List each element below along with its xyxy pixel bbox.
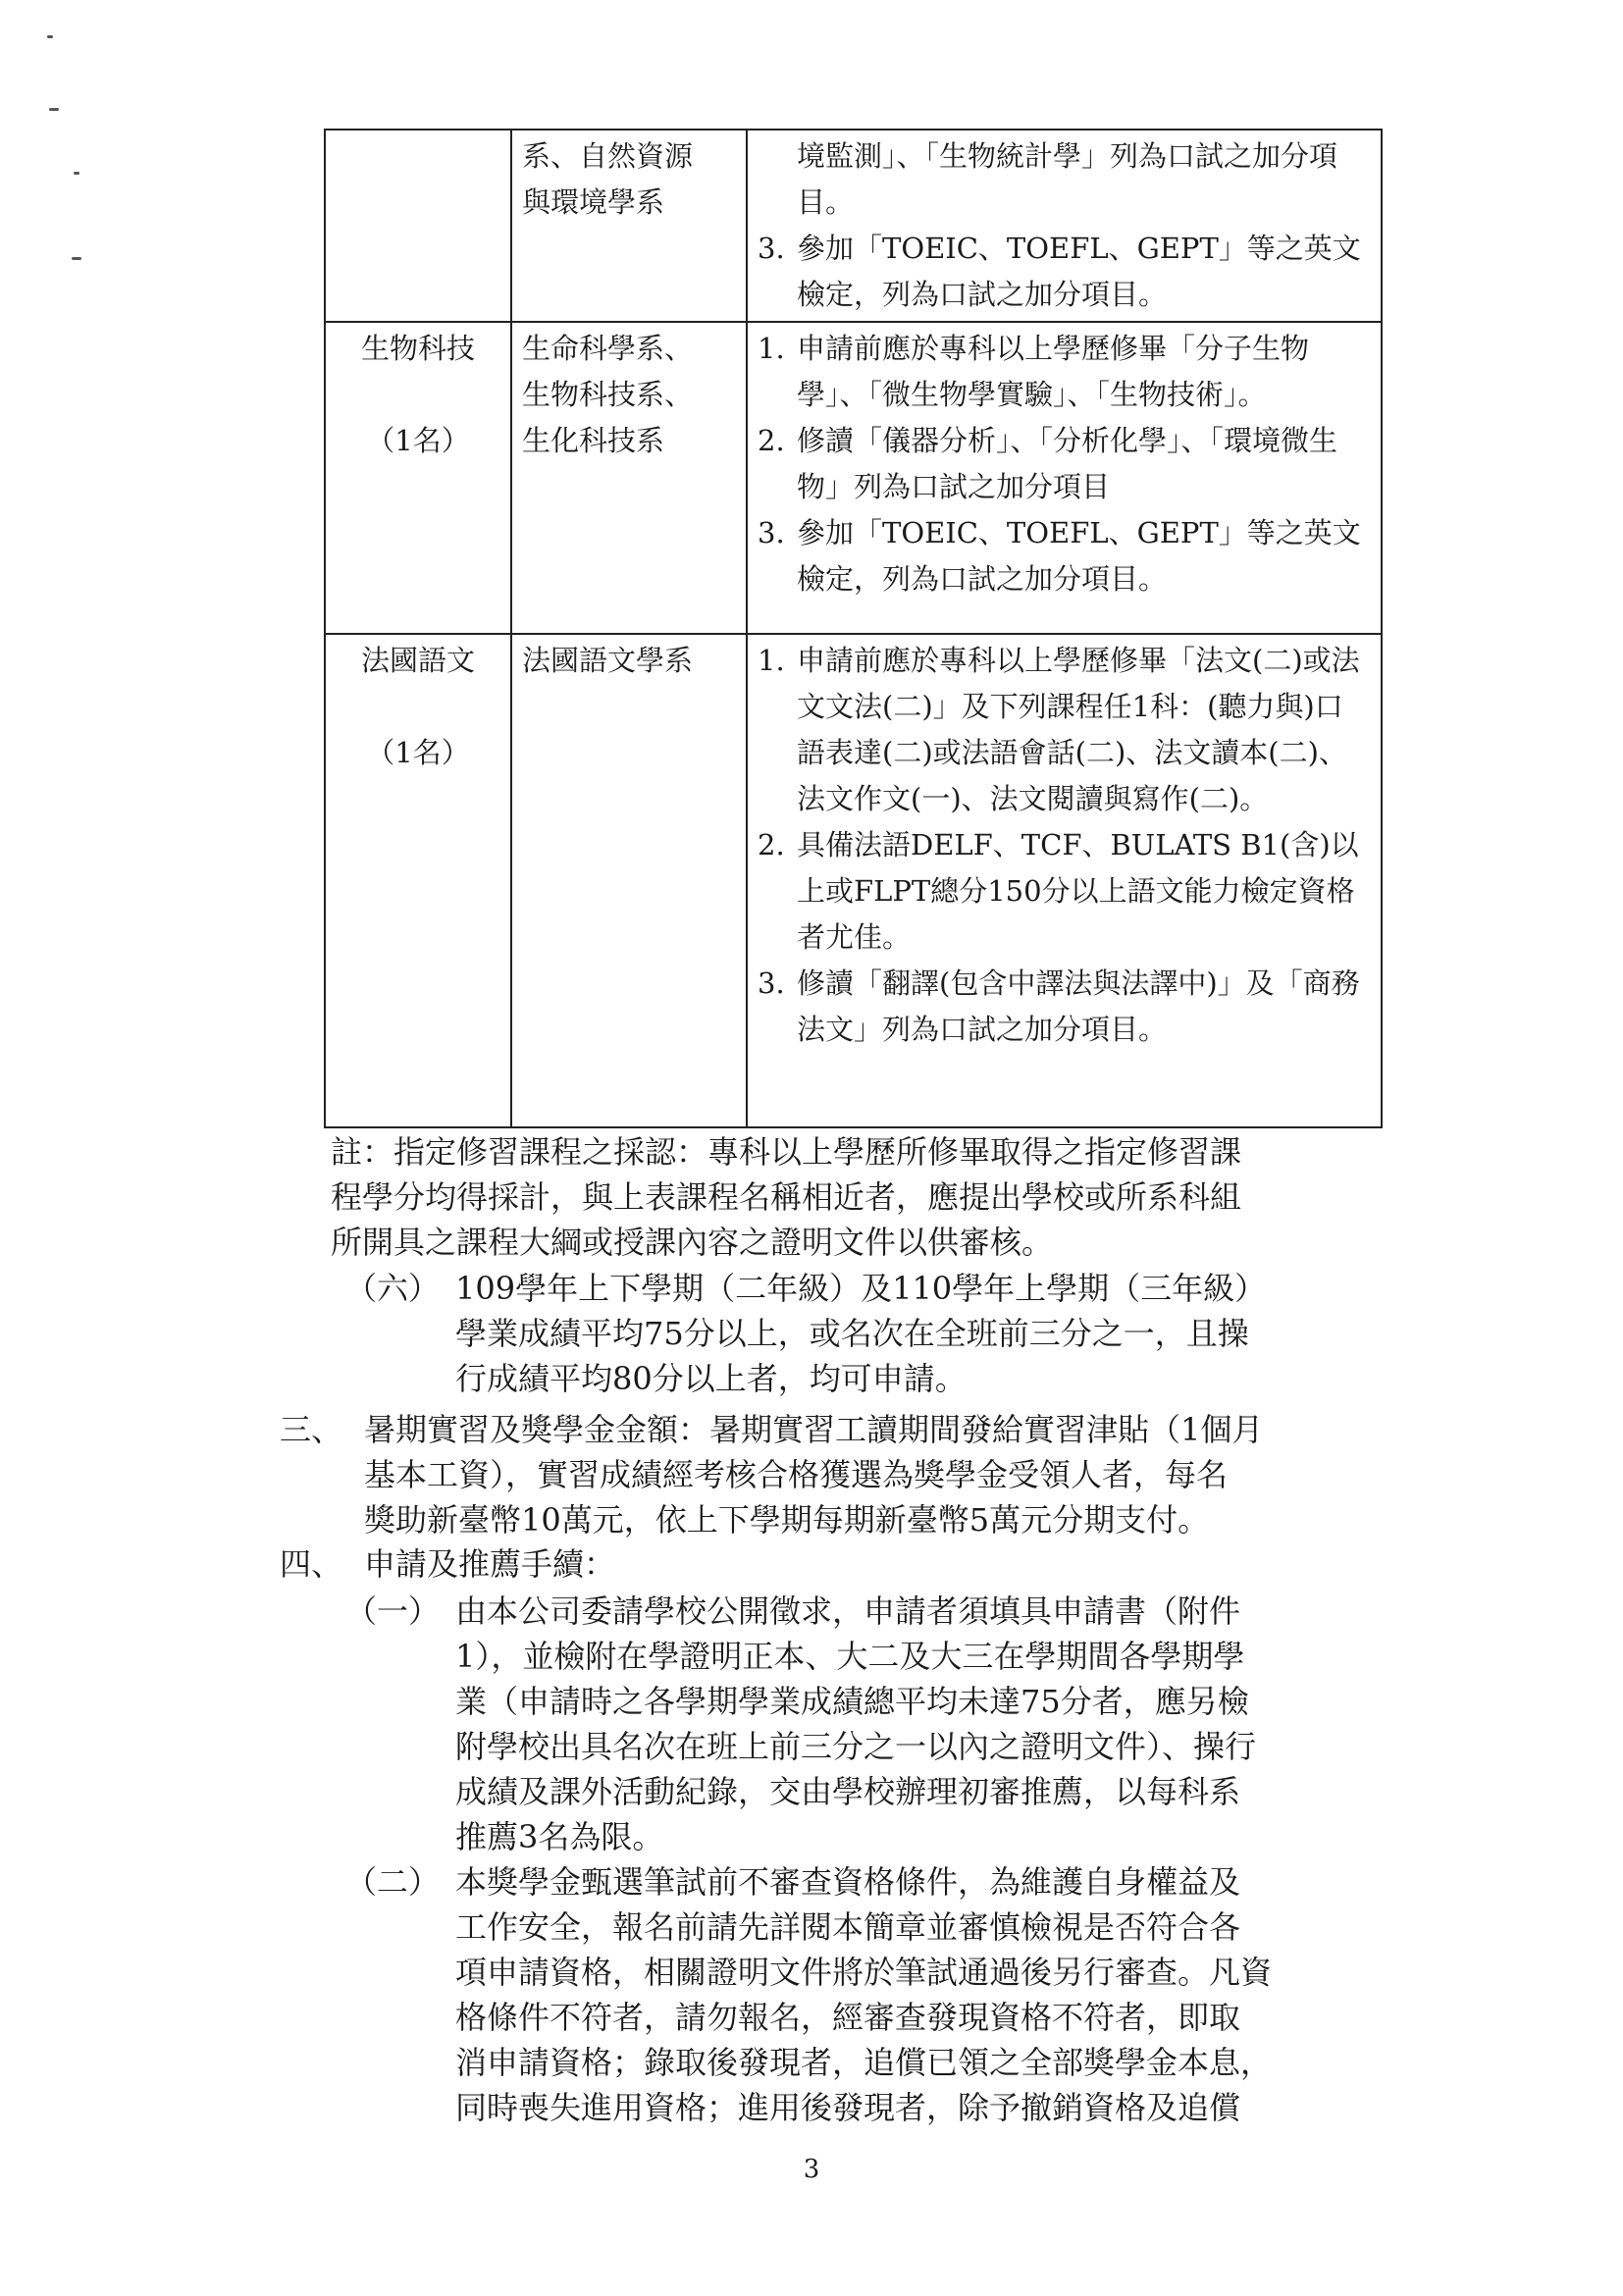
note-line: 程學分均得採計，與上表課程名稱相近者，應提出學校或所系科組 (331, 1178, 1242, 1216)
note-line: 所開具之課程大綱或授課內容之證明文件以供審核。 (331, 1224, 1054, 1261)
clause-line: 工作安全，報名前請先詳閱本簡章並審慎檢視是否符合各 (455, 1908, 1241, 1946)
clause-line: 格條件不符者，請勿報名，經審查發現資格不符者，即取 (455, 1999, 1241, 2036)
clause-label: （一） (345, 1592, 441, 1630)
department-line: 生物科技系、 (522, 378, 694, 411)
department-line: 與環境學系 (522, 185, 665, 219)
field-quota: （1名） (366, 736, 470, 769)
department-cell (511, 634, 747, 1127)
table-row (325, 322, 1382, 634)
clause-label: （二） (345, 1863, 441, 1901)
requirements-table (324, 129, 1383, 1128)
list-item: 3. 參加「TOEIC、TOEFL、GEPT」等之英文檢定，列為口試之加分項目。 (758, 516, 1361, 596)
scan-speck (74, 172, 79, 175)
clause-line: 行成績平均80分以上者，均可申請。 (455, 1360, 967, 1397)
clause-line: 成績及課外活動紀錄，交由學校辦理初審推薦，以每科系 (455, 1773, 1241, 1810)
clause-line: 業（申請時之各學期學業成績總平均未達75分者，應另檢 (455, 1683, 1249, 1720)
clause-line: 本獎學金甄選筆試前不審查資格條件，為維護自身權益及 (455, 1863, 1241, 1901)
list-item: 2. 修讀「儀器分析」、「分析化學」、「環境微生物」列為口試之加分項目 (758, 424, 1338, 503)
clause-line: 附學校出具名次在班上前三分之一以內之證明文件）、操行 (455, 1728, 1257, 1765)
section-label: 三、 (280, 1411, 343, 1448)
page-number: 3 (803, 2155, 820, 2184)
clause-line: 消申請資格；錄取後發現者，追償已領之全部獎學金本息， (455, 2044, 1273, 2081)
department-cell (511, 130, 747, 322)
requirement-cell (747, 634, 1382, 1127)
field-cell (325, 634, 511, 1127)
field-cell (325, 322, 511, 634)
clause-line: 學業成績平均75分以上，或名次在全班前三分之一，且操 (455, 1315, 1249, 1352)
scan-speck (72, 257, 81, 260)
department-line: 生化科技系 (522, 424, 665, 457)
field-name: 法國語文 (360, 644, 475, 677)
section-3 (280, 1407, 1384, 1542)
clause-line: 項申請資格，相關證明文件將於筆試通過後另行審查。凡資 (455, 1954, 1273, 1991)
section-title: 申請及推薦手續： (364, 1545, 616, 1583)
list-item: 3. 修讀「翻譯(包含中譯法與法譯中)」及「商務法文」列為口試之加分項目。 (758, 966, 1360, 1046)
table-row (325, 634, 1382, 1127)
field-quota: （1名） (366, 424, 470, 457)
list-item: 1. 申請前應於專科以上學歷修畢「分子生物學」、「微生物學實驗」、「生物技術」。 (758, 332, 1310, 411)
list-item: 2. 具備法語DELF、TCF、BULATS B1(含)以上或FLPT總分150分以上語文能力檢定資格者尤佳。 (758, 828, 1359, 954)
field-cell (325, 130, 511, 322)
section-line: 基本工資），實習成績經考核合格獲選為獎學金受領人者，每名 (364, 1456, 1229, 1493)
department-line: 系、自然資源 (522, 139, 694, 173)
requirement-cell (747, 130, 1382, 322)
table-row (325, 130, 1382, 322)
list-item: 1. 申請前應於專科以上學歷修畢「法文(二)或法文文法(二)」及下列課程任1科：(聽力與)口語表達(二)或法語會話(二)、法文讀本(二)、法文作文(一)、法文閱讀與寫作(二)。 (758, 644, 1360, 815)
clause-1 (345, 1589, 1390, 1859)
clause-2 (345, 1859, 1390, 2130)
requirement-cell (747, 322, 1382, 634)
department-line: 生命科學系、 (522, 332, 694, 365)
scan-speck (47, 35, 53, 38)
list-item: 3. 參加「TOEIC、TOEFL、GEPT」等之英文檢定，列為口試之加分項目。 (758, 232, 1361, 311)
section-line: 獎助新臺幣10萬元，依上下學期每期新臺幣5萬元分期支付。 (364, 1501, 1210, 1539)
section-label: 四、 (280, 1545, 343, 1583)
department-line: 法國語文學系 (522, 644, 694, 677)
clause-6 (345, 1266, 1390, 1401)
list-item: 境監測」、「生物統計學」列為口試之加分項目。 (797, 139, 1338, 219)
note-line: 註：指定修習課程之採認：專科以上學歷所修畢取得之指定修習課 (331, 1133, 1242, 1171)
clause-line: 由本公司委請學校公開徵求，申請者須填具申請書（附件 (455, 1592, 1241, 1630)
table-note (331, 1129, 1390, 1265)
clause-line: 1），並檢附在學證明正本、大二及大三在學期間各學期學 (455, 1638, 1245, 1675)
field-name: 生物科技 (360, 332, 475, 365)
clause-line: 推薦3名為限。 (455, 1818, 664, 1855)
clause-label: （六） (345, 1270, 441, 1307)
clause-line: 109學年上下學期（二年級）及110學年上學期（三年級） (455, 1270, 1267, 1307)
section-4 (280, 1541, 1384, 1587)
scan-speck (49, 108, 59, 111)
department-cell (511, 322, 747, 634)
section-line: 暑期實習及獎學金金額：暑期實習工讀期間發給實習津貼（1個月 (364, 1411, 1264, 1448)
clause-line: 同時喪失進用資格；進用後發現者，除予撤銷資格及追償 (455, 2089, 1241, 2126)
